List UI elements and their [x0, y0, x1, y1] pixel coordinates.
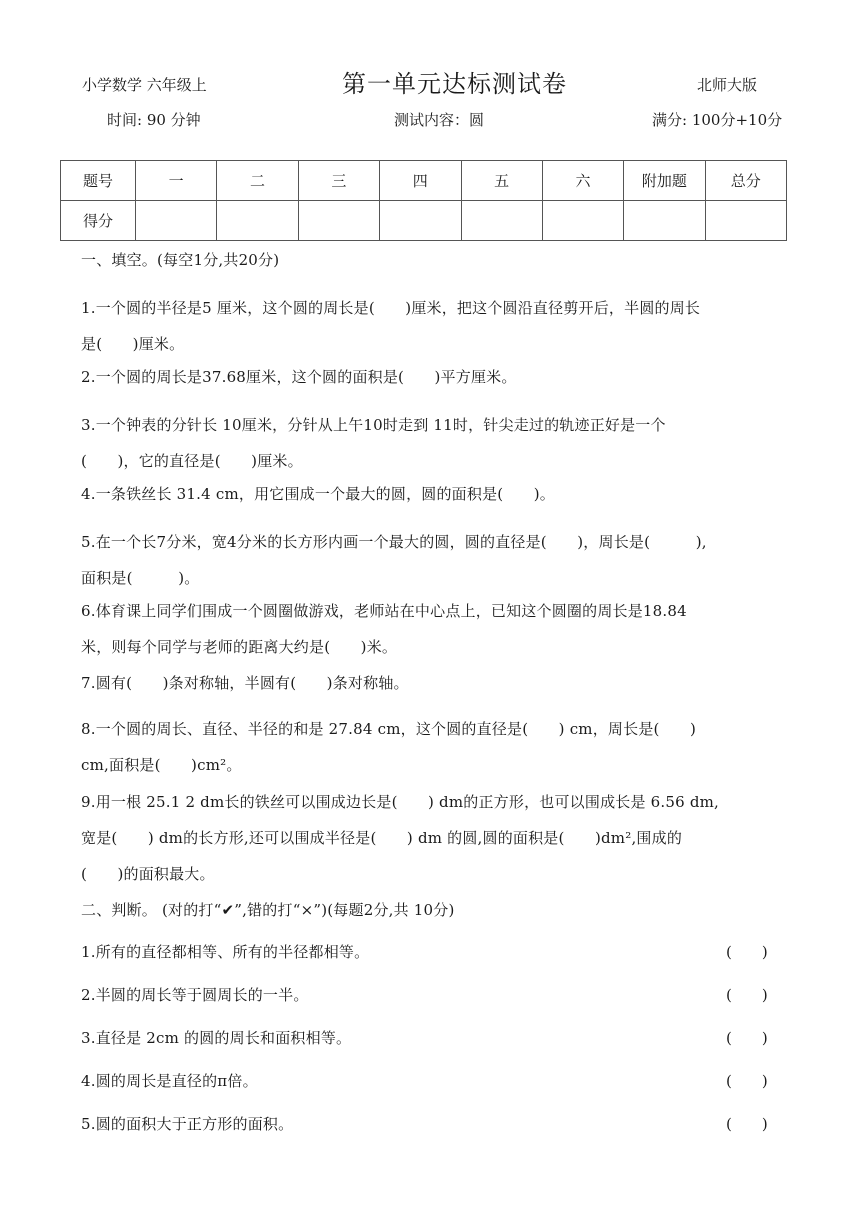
score-cell[interactable] [298, 201, 379, 241]
score-cell[interactable] [705, 201, 786, 241]
question-line: 4.一条铁丝长 31.4 cm，用它围成一个最大的圆，圆的面积是( )。 [81, 485, 555, 503]
page-title: 第一单元达标测试卷 [342, 70, 567, 98]
score-table-header-row [61, 161, 787, 201]
question-line: 是( )厘米。 [81, 335, 185, 353]
question-line: 1.一个圆的半径是5 厘米，这个圆的周长是( )厘米，把这个圆沿直径剪开后，半圆的周长 [81, 299, 701, 317]
score-cell[interactable] [461, 201, 542, 241]
score-header-cell: 总分 [705, 161, 786, 201]
subject-label: 小学数学 六年级上 [82, 76, 207, 94]
judgment-item: 1.所有的直径都相等、所有的半径都相等。 [81, 943, 370, 961]
question-line: ( )，它的直径是( )厘米。 [81, 452, 303, 470]
answer-box[interactable]: ( ) [726, 986, 768, 1004]
question-line: 3.一个钟表的分针长 10厘米，分针从上午10时走到 11时，针尖走过的轨迹正好是一个 [81, 416, 666, 434]
score-header-cell: 二 [217, 161, 298, 201]
score-table [60, 160, 787, 241]
full-score-label: 满分: 100分+10分 [652, 111, 783, 129]
judgment-item: 4.圆的周长是直径的π倍。 [81, 1072, 258, 1090]
score-cell[interactable] [542, 201, 623, 241]
judgment-item: 3.直径是 2cm 的圆的周长和面积相等。 [81, 1029, 352, 1047]
section1-heading: 一、填空。(每空1分,共20分) [81, 251, 280, 269]
score-header-cell: 题号 [61, 161, 136, 201]
judgment-item: 2.半圆的周长等于圆周长的一半。 [81, 986, 309, 1004]
answer-box[interactable]: ( ) [726, 943, 768, 961]
answer-box[interactable]: ( ) [726, 1072, 768, 1090]
question-line: 米，则每个同学与老师的距离大约是( )米。 [81, 638, 398, 656]
time-label: 时间: 90 分钟 [107, 111, 201, 129]
question-line: 9.用一根 25.1 2 dm长的铁丝可以围成边长是( ) dm的正方形，也可以围成长是 6.56 dm, [81, 793, 720, 811]
score-header-cell: 三 [298, 161, 379, 201]
score-table-row [61, 201, 787, 241]
score-cell[interactable] [217, 201, 298, 241]
question-line: 6.体育课上同学们围成一个圆圈做游戏，老师站在中心点上，已知这个圆圈的周长是18.84 [81, 602, 687, 620]
question-line: 宽是( ) dm的长方形,还可以围成半径是( ) dm 的圆,圆的面积是( )dm²,围成的 [81, 829, 683, 847]
answer-box[interactable]: ( ) [726, 1115, 768, 1133]
judgment-item: 5.圆的面积大于正方形的面积。 [81, 1115, 294, 1133]
content-label: 测试内容：圆 [394, 111, 485, 129]
question-line: 5.在一个长7分米，宽4分米的长方形内画一个最大的圆，圆的直径是( )，周长是( ), [81, 533, 707, 551]
question-line: 面积是( )。 [81, 569, 200, 587]
answer-box[interactable]: ( ) [726, 1029, 768, 1047]
question-line: cm,面积是( )cm²。 [81, 756, 242, 774]
question-line: 8.一个圆的周长、直径、半径的和是 27.84 cm，这个圆的直径是( ) cm，周长是( ) [81, 720, 697, 738]
score-cell[interactable] [624, 201, 705, 241]
score-header-cell: 四 [380, 161, 461, 201]
question-line: 7.圆有( )条对称轴，半圆有( )条对称轴。 [81, 674, 409, 692]
score-header-cell: 六 [542, 161, 623, 201]
score-header-cell: 附加题 [624, 161, 705, 201]
score-header-cell: 五 [461, 161, 542, 201]
score-cell[interactable] [380, 201, 461, 241]
score-header-cell: 一 [136, 161, 217, 201]
score-cell[interactable] [136, 201, 217, 241]
section2-heading: 二、判断。 (对的打“✔”,错的打“×”)(每题2分,共 10分) [81, 901, 455, 919]
question-line: 2.一个圆的周长是37.68厘米，这个圆的面积是( )平方厘米。 [81, 368, 517, 386]
score-row-label: 得分 [61, 201, 136, 241]
edition-label: 北师大版 [697, 76, 758, 94]
question-line: ( )的面积最大。 [81, 865, 215, 883]
